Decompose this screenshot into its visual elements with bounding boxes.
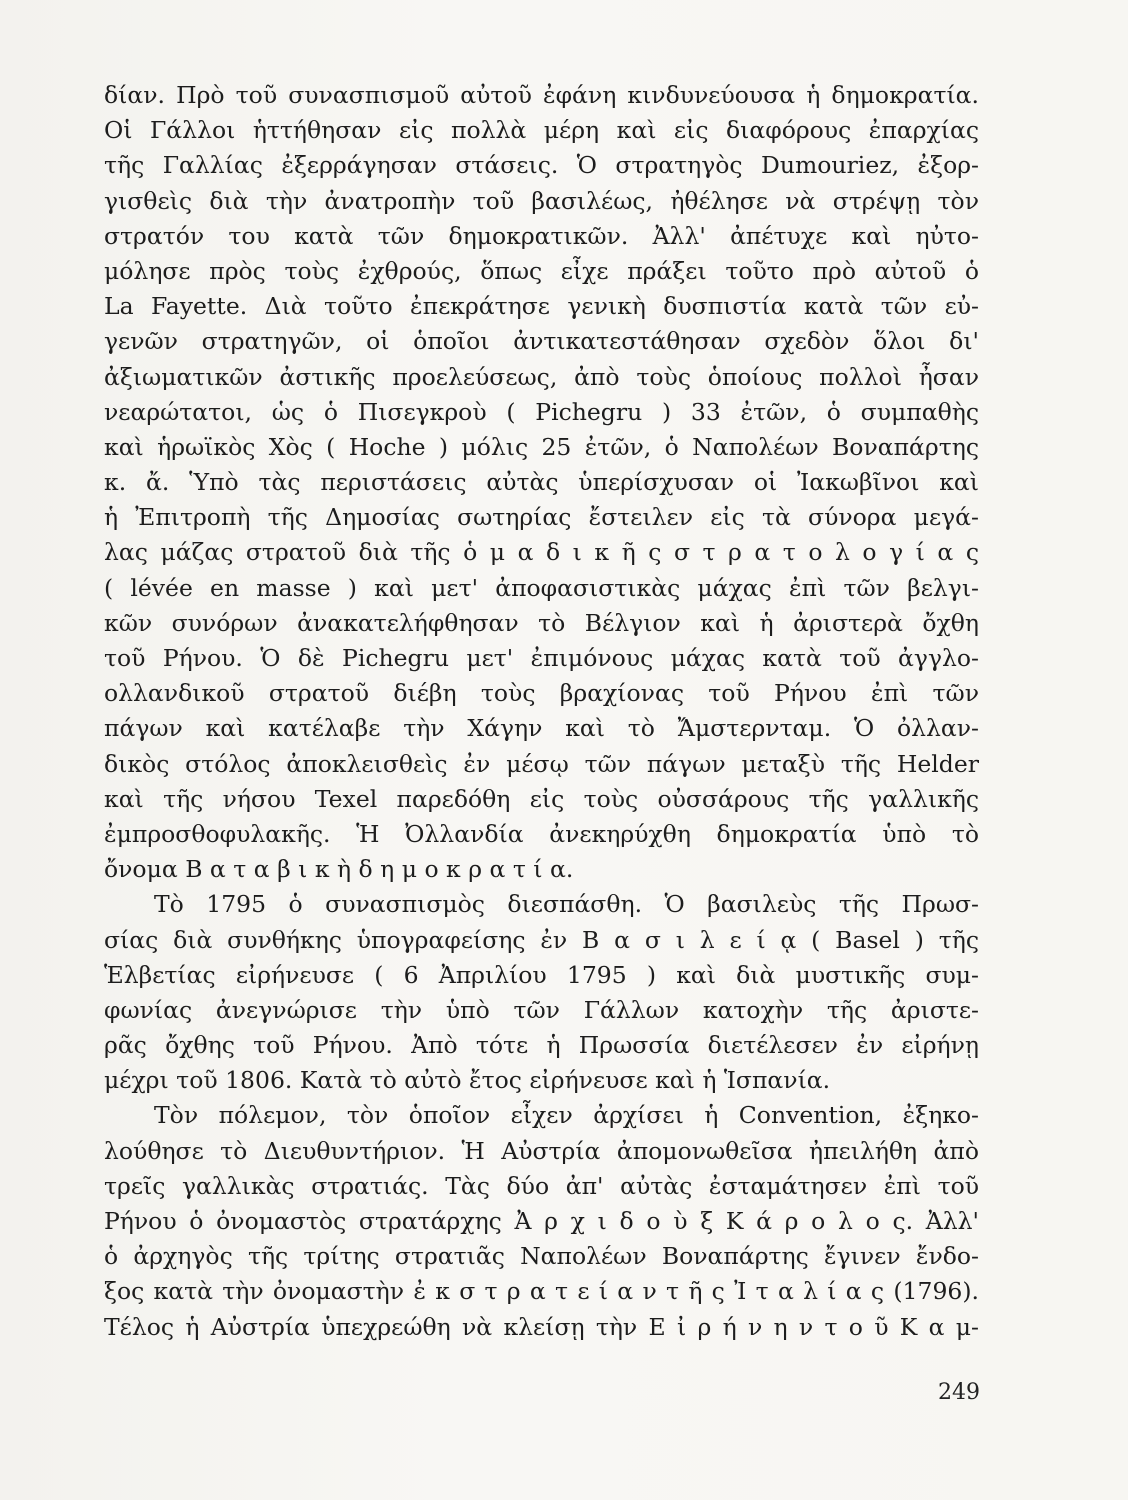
text-line: La Fayette. Διὰ τοῦτο ἐπεκράτησε γενικὴ δυσπιστία κατὰ τῶν εὐ- — [104, 292, 979, 321]
text-line: ἐμπροσθοφυλακῆς. Ἡ Ὀλλανδία ἀνεκηρύχθη δημοκρατία ὑπὸ τὸ — [104, 819, 979, 848]
text-line: ρᾶς ὄχθης τοῦ Ρήνου. Ἀπὸ τότε ἡ Πρωσσία διετέλεσεν ἐν εἰρήνῃ — [104, 1031, 979, 1060]
text-line: Τὸ 1795 ὁ συνασπισμὸς διεσπάσθη. Ὁ βασιλεὺς τῆς Πρωσ- — [154, 890, 979, 919]
text-line: ὄνομα Β α τ α β ι κ ὴ δ η μ ο κ ρ α τ ί α. — [104, 855, 574, 884]
text-line: ολλανδικοῦ στρατοῦ διέβη τοὺς βραχίονας τοῦ Ρήνου ἐπὶ τῶν — [104, 679, 979, 708]
text-line: δίαν. Πρὸ τοῦ συνασπισμοῦ αὐτοῦ ἐφάνη κινδυνεύουσα ἡ δημοκρατία. — [104, 81, 979, 109]
text-line: τρεῖς γαλλικὰς στρατιάς. Τὰς δύο ἀπ' αὐτὰς ἐσταμάτησεν ἐπὶ τοῦ — [104, 1171, 979, 1200]
text-line: τῆς Γαλλίας ἐξερράγησαν στάσεις. Ὁ στρατηγὸς Dumouriez, ἐξορ- — [104, 151, 979, 180]
text-line: Οἱ Γάλλοι ἡττήθησαν εἰς πολλὰ μέρη καὶ εἰς διαφόρους ἐπαρχίας — [104, 116, 979, 145]
text-line: γενῶν στρατηγῶν, οἱ ὁποῖοι ἀντικατεστάθησαν σχεδὸν ὅλοι δι' — [104, 327, 979, 356]
text-line: φωνίας ἀνεγνώρισε τὴν ὑπὸ τῶν Γάλλων κατοχὴν τῆς ἀριστε- — [104, 995, 979, 1024]
text-line: Τέλος ἡ Αὐστρία ὑπεχρεώθη νὰ κλείσῃ τὴν Ε ἰ ρ ή ν η ν τ ο ῦ Κ α μ- — [104, 1312, 979, 1341]
text-line: τοῦ Ρήνου. Ὁ δὲ Pichegru μετ' ἐπιμόνους μάχας κατὰ τοῦ ἀγγλο- — [104, 644, 979, 672]
text-line: Τὸν πόλεμον, τὸν ὁποῖον εἶχεν ἀρχίσει ἡ Convention, ἐξηκο- — [154, 1101, 979, 1130]
text-line: πάγων καὶ κατέλαβε τὴν Χάγην καὶ τὸ Ἄμστερνταμ. Ὁ ὀλλαν- — [104, 714, 979, 743]
text-line: λούθησε τὸ Διευθυντήριον. Ἡ Αὐστρία ἀπομονωθεῖσα ἠπειλήθη ἀπὸ — [104, 1136, 979, 1165]
text-line: καὶ ἡρωϊκὸς Χὸς ( Hoche ) μόλις 25 ἐτῶν, ὁ Ναπολέων Βοναπάρτης — [104, 432, 979, 461]
text-line: κῶν συνόρων ἀνακατελήφθησαν τὸ Βέλγιον καὶ ἡ ἀριστερὰ ὄχθη — [104, 608, 979, 637]
text-line: μέχρι τοῦ 1806. Κατὰ τὸ αὐτὸ ἔτος εἰρήνευσε καὶ ἡ Ἱσπανία. — [104, 1066, 831, 1095]
text-line: Ἑλβετίας εἰρήνευσε ( 6 Ἀπριλίου 1795 ) καὶ διὰ μυστικῆς συμ- — [104, 960, 979, 989]
page-number: 249 — [938, 1380, 980, 1405]
text-line: ξος κατὰ τὴν ὀνομαστὴν ἐ κ σ τ ρ α τ ε ί α ν τ ῆ ς Ἰ τ α λ ί α ς (1796). — [104, 1277, 979, 1306]
text-line: γισθεὶς διὰ τὴν ἀνατροπὴν τοῦ βασιλέως, ἠθέλησε νὰ στρέψῃ τὸν — [104, 186, 979, 215]
text-line: ὁ ἀρχηγὸς τῆς τρίτης στρατιᾶς Ναπολέων Βοναπάρτης ἔγινεν ἔνδο- — [104, 1242, 979, 1271]
text-line: μόλησε πρὸς τοὺς ἐχθρούς, ὅπως εἶχε πράξει τοῦτο πρὸ αὐτοῦ ὁ — [104, 256, 979, 285]
text-line: ( lévée en masse ) καὶ μετ' ἀποφασιστικὰς μάχας ἐπὶ τῶν βελγι- — [104, 573, 979, 602]
text-line: σίας διὰ συνθήκης ὑπογραφείσης ἐν Β α σ ι λ ε ί ᾳ ( Basel ) τῆς — [104, 925, 979, 954]
text-line: λας μάζας στρατοῦ διὰ τῆς ὁ μ α δ ι κ ῆ ς σ τ ρ α τ ο λ ο γ ί α ς — [104, 538, 979, 567]
text-line: καὶ τῆς νήσου Texel παρεδόθη εἰς τοὺς οὐσσάρους τῆς γαλλικῆς — [104, 784, 979, 813]
body-text — [104, 78, 979, 1345]
text-line: στρατόν του κατὰ τῶν δημοκρατικῶν. Ἀλλ' ἀπέτυχε καὶ ηὐτο- — [104, 221, 979, 250]
text-line: κ. ἄ. Ὑπὸ τὰς περιστάσεις αὐτὰς ὑπερίσχυσαν οἱ Ἰακωβῖνοι καὶ — [104, 468, 979, 497]
text-line: δικὸς στόλος ἀποκλεισθεὶς ἐν μέσῳ τῶν πάγων μεταξὺ τῆς Helder — [104, 749, 979, 778]
text-line: Ρήνου ὁ ὀνομαστὸς στρατάρχης Ἀ ρ χ ι δ ο ὺ ξ Κ ά ρ ο λ ο ς. Ἀλλ' — [104, 1207, 979, 1235]
text-line: ἀξιωματικῶν ἀστικῆς προελεύσεως, ἀπὸ τοὺς ὁποίους πολλοὶ ἦσαν — [104, 362, 979, 391]
text-line: νεαρώτατοι, ὡς ὁ Πισεγκροὺ ( Pichegru ) 33 ἐτῶν, ὁ συμπαθὴς — [104, 397, 979, 426]
text-line: ἡ Ἐπιτροπὴ τῆς Δημοσίας σωτηρίας ἔστειλεν εἰς τὰ σύνορα μεγά- — [104, 503, 979, 532]
